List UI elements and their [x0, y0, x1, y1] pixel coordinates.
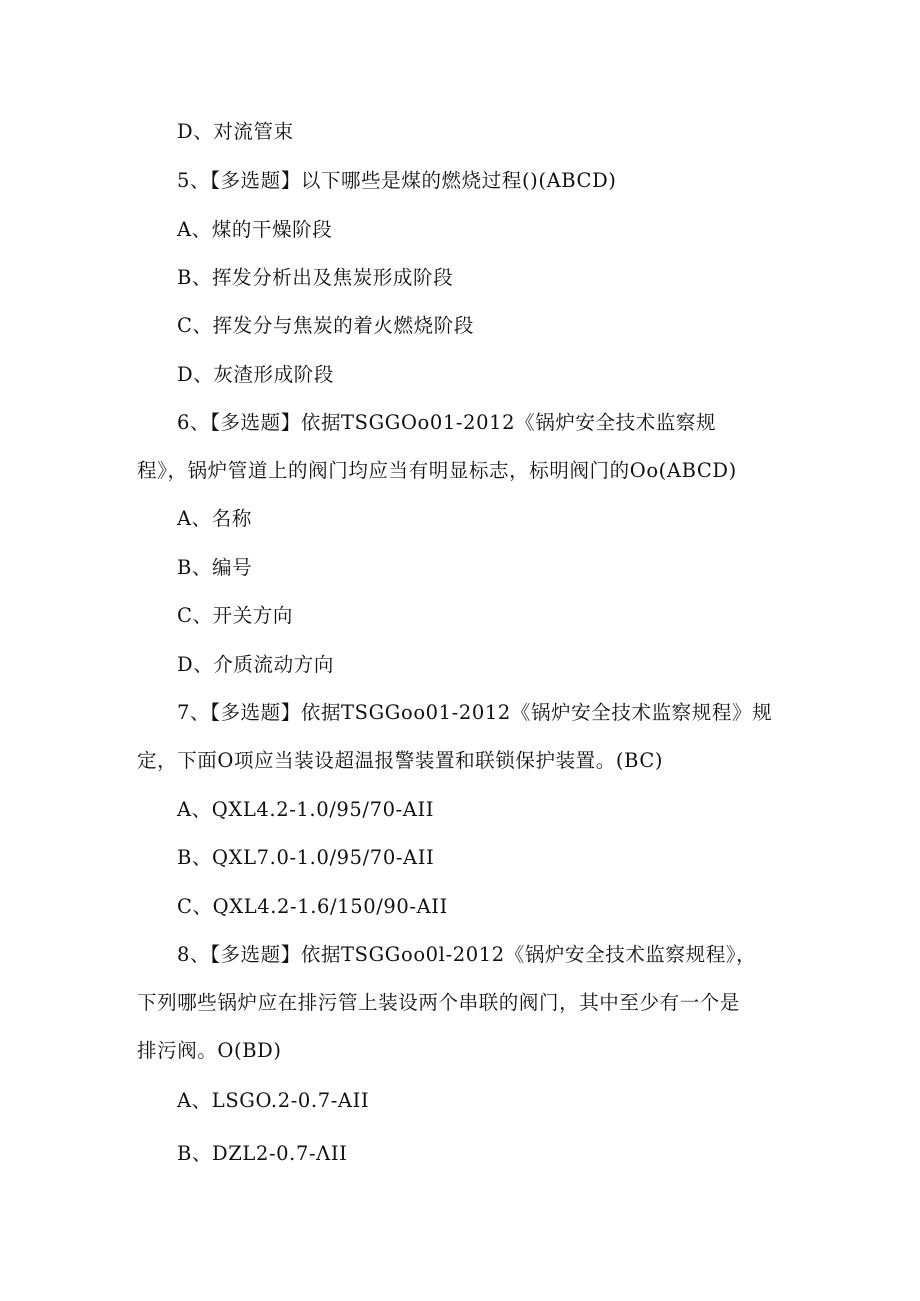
question-7-line-1: 7、【多选题】依据TSGGoo01-2012《锅炉安全技术监察规程》规: [177, 701, 773, 724]
question-8-line-3: 排污阀。O(BD): [137, 1039, 282, 1062]
option-4d: D、对流管束: [177, 120, 294, 143]
question-7-line-2: 定，下面O项应当装设超温报警装置和联锁保护装置。(BC): [137, 749, 664, 772]
option-5b: B、挥发分析出及焦炭形成阶段: [177, 266, 454, 289]
option-6d: D、介质流动方向: [177, 653, 334, 676]
question-6-line-2: 程》，锅炉管道上的阀门均应当有明显标志，标明阀门的Oo(ABCD): [137, 459, 737, 482]
question-8-line-1: 8、【多选题】依据TSGGoo0l-2012《锅炉安全技术监察规程》，: [177, 943, 757, 966]
question-5: 5、【多选题】以下哪些是煤的燃烧过程()(ABCD): [177, 169, 617, 192]
option-7b: B、QXL7.0-1.0/95/70-AII: [177, 846, 435, 869]
option-5d: D、灰渣形成阶段: [177, 363, 334, 386]
option-7a: A、QXL4.2-1.0/95/70-AII: [177, 798, 435, 821]
option-7c: C、QXL4.2-1.6/150/90-AII: [177, 895, 448, 918]
question-6-line-1: 6、【多选题】依据TSGGOo01-2012《锅炉安全技术监察规: [177, 411, 717, 434]
option-6a: A、名称: [177, 507, 252, 530]
option-6b: B、编号: [177, 556, 253, 579]
option-6c: C、开关方向: [177, 604, 294, 627]
option-5c: C、挥发分与焦炭的着火燃烧阶段: [177, 314, 474, 337]
option-8a: A、LSGO.2-0.7-AII: [177, 1089, 370, 1112]
question-8-line-2: 下列哪些锅炉应在排污管上装设两个串联的阀门，其中至少有一个是: [137, 991, 741, 1014]
option-5a: A、煤的干燥阶段: [177, 218, 333, 241]
option-8b: B、DZL2-0.7-ΛII: [177, 1142, 348, 1165]
